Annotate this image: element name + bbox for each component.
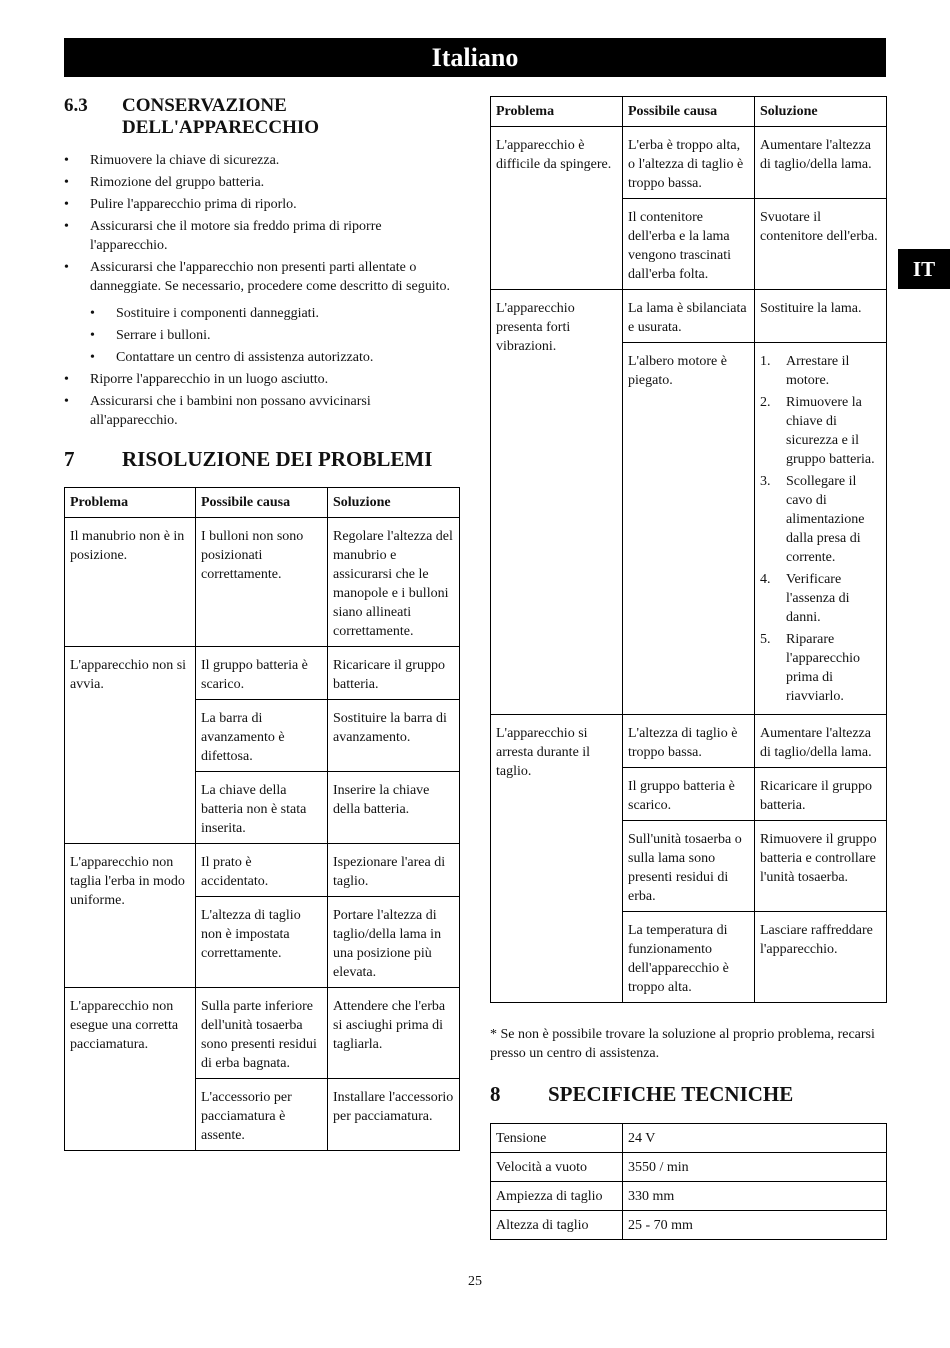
solution-cell: Lasciare raffreddare l'apparecchio. — [755, 912, 887, 1003]
list-item: • Pulire l'apparecchio prima di riporlo. — [64, 195, 459, 214]
cause-cell: I bulloni non sono posizionati correttamente. — [196, 518, 328, 647]
spec-label: Altezza di taglio — [491, 1211, 623, 1240]
spec-value: 330 mm — [623, 1182, 887, 1211]
section-number: 7 — [64, 447, 75, 471]
list-item: • Riporre l'apparecchio in un luogo asciutto. — [64, 370, 459, 389]
section-8-heading — [490, 1081, 886, 1107]
spec-label: Velocità a vuoto — [491, 1153, 623, 1182]
column-header: Possibile causa — [196, 488, 328, 518]
table-header-row — [491, 97, 887, 127]
solution-cell: Portare l'altezza di taglio/della lama in una posizione più elevata. — [328, 897, 460, 988]
solution-cell: Ispezionare l'area di taglio. — [328, 844, 460, 897]
solution-cell: Aumentare l'altezza di taglio/della lama. — [755, 127, 887, 199]
solution-cell: Sostituire la lama. — [755, 290, 887, 343]
column-header: Problema — [65, 488, 196, 518]
solution-cell: Attendere che l'erba si asciughi prima di tagliarla. — [328, 988, 460, 1079]
footnote: * Se non è possibile trovare la soluzione al proprio problema, recarsi presso un centro di assistenza. — [490, 1027, 875, 1061]
page-header: Italiano — [64, 38, 886, 77]
troubleshooting-table-left — [64, 487, 460, 1151]
solution-cell: Regolare l'altezza del manubrio e assicurarsi che le manopole e i bulloni siano allineati correttamente. — [328, 518, 460, 647]
table-row — [65, 988, 460, 1079]
column-header: Soluzione — [755, 97, 887, 127]
step-item — [760, 630, 881, 706]
step-number: 4. — [760, 572, 771, 587]
step-item — [760, 352, 881, 390]
table-row — [65, 518, 460, 647]
page-number: 25 — [468, 1274, 482, 1289]
right-column — [490, 96, 886, 1240]
solution-cell: Ricaricare il gruppo batteria. — [755, 768, 887, 821]
spec-value: 24 V — [623, 1124, 887, 1153]
title-line: CONSERVAZIONE — [122, 95, 287, 116]
storage-sublist — [90, 304, 459, 367]
cause-cell: L'accessorio per pacciamatura è assente. — [196, 1079, 328, 1151]
step-text: Scollegare il cavo di alimentazione dalla presa di corrente. — [786, 474, 865, 565]
list-item: • Serrare i bulloni. — [90, 326, 459, 345]
storage-list-continued — [64, 370, 459, 430]
table-row — [65, 844, 460, 897]
section-7-heading — [64, 446, 459, 472]
cause-cell: Il gruppo batteria è scarico. — [196, 647, 328, 700]
step-text: Riparare l'apparecchio prima di riavviarlo. — [786, 632, 861, 704]
list-item: • Assicurarsi che i bambini non possano avvicinarsi all'apparecchio. — [64, 392, 459, 430]
solution-cell: Ricaricare il gruppo batteria. — [328, 647, 460, 700]
solution-cell: Aumentare l'altezza di taglio/della lama. — [755, 715, 887, 768]
table-row — [491, 127, 887, 199]
step-item — [760, 472, 881, 567]
step-number: 1. — [760, 354, 771, 369]
solution-cell: Svuotare il contenitore dell'erba. — [755, 199, 887, 290]
section-6-3-heading — [64, 95, 459, 139]
section-title: RISOLUZIONE DEI PROBLEMI — [122, 447, 433, 471]
table-row — [491, 715, 887, 768]
step-number: 2. — [760, 395, 771, 410]
troubleshooting-table-right — [490, 96, 887, 1003]
section-title: SPECIFICHE TECNICHE — [548, 1082, 794, 1106]
title-line: DELL'APPARECCHIO — [122, 117, 320, 138]
cause-cell: Il gruppo batteria è scarico. — [623, 768, 755, 821]
column-header: Soluzione — [328, 488, 460, 518]
repair-steps — [760, 352, 881, 706]
step-item — [760, 393, 881, 469]
table-row — [65, 647, 460, 700]
column-header: Possibile causa — [623, 97, 755, 127]
step-text: Rimuovere la chiave di sicurezza e il gruppo batteria. — [786, 395, 875, 467]
storage-list — [64, 151, 459, 296]
list-item: • Assicurarsi che l'apparecchio non presenti parti allentate o danneggiate. Se necessario, procedere come descritto di seguito. — [64, 258, 459, 296]
problem-cell: L'apparecchio è difficile da spingere. — [491, 127, 623, 290]
cause-cell: L'altezza di taglio non è impostata correttamente. — [196, 897, 328, 988]
step-number: 5. — [760, 632, 771, 647]
solution-cell: Rimuovere il gruppo batteria e controllare l'unità tosaerba. — [755, 821, 887, 912]
step-item — [760, 570, 881, 627]
cause-cell: La lama è sbilanciata e usurata. — [623, 290, 755, 343]
left-column — [64, 95, 459, 1151]
solution-cell — [755, 343, 887, 715]
list-item: • Rimuovere la chiave di sicurezza. — [64, 151, 459, 170]
spec-value: 3550 / min — [623, 1153, 887, 1182]
spec-label: Tensione — [491, 1124, 623, 1153]
solution-cell: Inserire la chiave della batteria. — [328, 772, 460, 844]
cause-cell: Sull'unità tosaerba o sulla lama sono presenti residui di erba. — [623, 821, 755, 912]
step-number: 3. — [760, 474, 771, 489]
spec-value: 25 - 70 mm — [623, 1211, 887, 1240]
problem-cell: L'apparecchio non esegue una corretta pacciamatura. — [65, 988, 196, 1151]
cause-cell: Il prato è accidentato. — [196, 844, 328, 897]
language-tab: IT — [898, 249, 950, 289]
spec-label: Ampiezza di taglio — [491, 1182, 623, 1211]
specs-table — [490, 1123, 887, 1240]
column-header: Problema — [491, 97, 623, 127]
problem-cell: L'apparecchio presenta forti vibrazioni. — [491, 290, 623, 715]
list-item: • Assicurarsi che il motore sia freddo prima di riporre l'apparecchio. — [64, 217, 459, 255]
table-row — [491, 1211, 887, 1240]
list-item: • Contattare un centro di assistenza autorizzato. — [90, 348, 459, 367]
problem-cell: L'apparecchio si arresta durante il taglio. — [491, 715, 623, 1003]
step-text: Arrestare il motore. — [786, 354, 850, 388]
table-row — [491, 1124, 887, 1153]
cause-cell: L'altezza di taglio è troppo bassa. — [623, 715, 755, 768]
cause-cell: La temperatura di funzionamento dell'apparecchio è troppo alta. — [623, 912, 755, 1003]
cause-cell: L'erba è troppo alta, o l'altezza di taglio è troppo bassa. — [623, 127, 755, 199]
table-row — [491, 1182, 887, 1211]
solution-cell: Installare l'accessorio per pacciamatura. — [328, 1079, 460, 1151]
cause-cell: La barra di avanzamento è difettosa. — [196, 700, 328, 772]
solution-cell: Sostituire la barra di avanzamento. — [328, 700, 460, 772]
cause-cell: Sulla parte inferiore dell'unità tosaerba sono presenti residui di erba bagnata. — [196, 988, 328, 1079]
table-header-row — [65, 488, 460, 518]
table-row — [491, 1153, 887, 1182]
table-row — [491, 290, 887, 343]
step-text: Verificare l'assenza di danni. — [786, 572, 850, 625]
section-title — [122, 95, 319, 139]
cause-cell: Il contenitore dell'erba e la lama vengono trascinati dall'erba folta. — [623, 199, 755, 290]
problem-cell: L'apparecchio non taglia l'erba in modo uniforme. — [65, 844, 196, 988]
section-number: 8 — [490, 1082, 501, 1106]
list-item: • Rimozione del gruppo batteria. — [64, 173, 459, 192]
list-item: • Sostituire i componenti danneggiati. — [90, 304, 459, 323]
problem-cell: Il manubrio non è in posizione. — [65, 518, 196, 647]
section-number: 6.3 — [64, 95, 88, 116]
cause-cell: L'albero motore è piegato. — [623, 343, 755, 715]
cause-cell: La chiave della batteria non è stata inserita. — [196, 772, 328, 844]
problem-cell: L'apparecchio non si avvia. — [65, 647, 196, 844]
